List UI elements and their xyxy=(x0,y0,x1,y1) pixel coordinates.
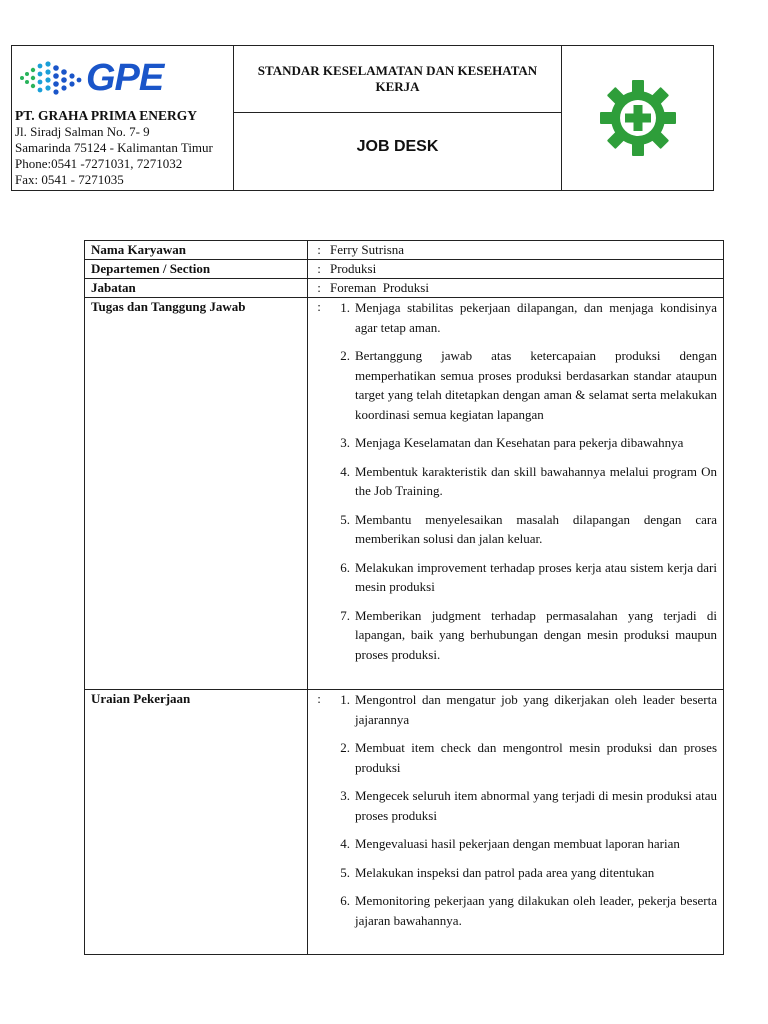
uraian-item-text: Memonitoring pekerjaan yang dilakukan oleh leader, pekerja beserta jajaran bawahannya. xyxy=(355,893,717,928)
k3-emblem xyxy=(562,46,713,190)
uraian-label: Uraian Pekerjaan xyxy=(85,690,308,955)
departemen-cell xyxy=(308,260,724,279)
tugas-label xyxy=(85,298,308,690)
company-address-line2: Samarinda 75124 - Kalimantan Timur xyxy=(15,140,213,155)
logo-text: GPE xyxy=(86,57,164,99)
row-jabatan xyxy=(85,279,724,298)
tugas-item xyxy=(330,462,717,501)
uraian-item xyxy=(330,690,717,729)
job-desk-table xyxy=(84,240,724,955)
company-logo xyxy=(18,56,188,100)
tugas-item-text: Memberikan judgment terhadap permasalahan yang terjadi di lapangan, baik yang berhubungan dengan mesin produksi maupun proses produksi. xyxy=(355,607,717,662)
company-phone: Phone:0541 -7271031, 7271032 xyxy=(15,156,183,171)
jabatan-label: Jabatan xyxy=(85,279,308,298)
uraian-item xyxy=(330,863,717,883)
tugas-item-number: 1. xyxy=(340,300,350,315)
tugas-item-number: 3. xyxy=(340,435,350,450)
tugas-item-number: 5. xyxy=(340,511,350,527)
tugas-item-text: Menjaga stabilitas pekerjaan dilapangan, dan menjaga kondisinya agar tetap aman. xyxy=(355,300,717,335)
company-address-line1: Jl. Siradj Salman No. 7- 9 xyxy=(15,124,150,139)
uraian-item-text: Melakukan inspeksi dan patrol pada area yang ditentukan xyxy=(355,864,655,880)
k3-safety-gear-cross-icon xyxy=(598,78,678,158)
uraian-item-number: 6. xyxy=(340,893,350,908)
uraian-cell xyxy=(308,690,724,955)
uraian-item-number: 2. xyxy=(340,740,350,755)
tugas-item-number: 6. xyxy=(340,559,350,575)
uraian-item-text: Membuat item check dan mengontrol mesin produksi dan proses produksi xyxy=(355,740,717,775)
company-block xyxy=(12,46,234,190)
jabatan-cell xyxy=(308,279,724,298)
separator: : xyxy=(317,280,321,295)
tugas-item-number: 2. xyxy=(340,348,350,363)
document-header xyxy=(11,45,714,191)
tugas-item-text: Bertanggung jawab atas ketercapaian produksi dengan memperhatikan semua proses produksi berdasarkan standar ataupun target yang telah ditetapkan dengan aman & selamat serta melakukan koordinasi semua kegiatan lapangan xyxy=(355,348,717,422)
tugas-item xyxy=(330,558,717,597)
uraian-item xyxy=(330,834,717,854)
uraian-item xyxy=(330,738,717,777)
tugas-item-number: 7. xyxy=(340,607,350,623)
uraian-item-text: Mengontrol dan mengatur job yang dikerjakan oleh leader beserta jajarannya xyxy=(355,692,717,727)
row-nama xyxy=(85,241,724,260)
nama-cell xyxy=(308,241,724,260)
tugas-item xyxy=(330,346,717,424)
separator: : xyxy=(317,691,321,706)
nama-label: Nama Karyawan xyxy=(85,241,308,260)
tugas-list xyxy=(330,298,717,673)
uraian-item-number: 5. xyxy=(340,864,350,880)
uraian-item xyxy=(330,891,717,930)
tugas-cell xyxy=(308,298,724,690)
jabatan-value: Foreman Produksi xyxy=(330,280,429,295)
logo-dots-icon xyxy=(18,58,84,98)
tugas-item xyxy=(330,510,717,549)
uraian-item-number: 1. xyxy=(340,692,350,707)
company-fax: Fax: 0541 - 7271035 xyxy=(15,172,124,187)
header-title-block xyxy=(234,46,562,190)
departemen-value: Produksi xyxy=(330,261,377,276)
document-title: STANDAR KESELAMATAN DAN KESEHATAN KERJA xyxy=(234,46,561,113)
separator: : xyxy=(317,261,321,276)
company-name: PT. GRAHA PRIMA ENERGY xyxy=(15,108,198,123)
row-tugas xyxy=(85,298,724,690)
tugas-item-text: Melakukan improvement terhadap proses kerja atau sistem kerja dari mesin produksi xyxy=(355,559,717,594)
row-uraian xyxy=(85,690,724,955)
tugas-item-text: Membentuk karakteristik dan skill bawahannya melalui program On the Job Training. xyxy=(355,463,717,498)
tugas-item-text: Menjaga Keselamatan dan Kesehatan para pekerja dibawahnya xyxy=(355,435,684,450)
company-info xyxy=(15,108,233,188)
uraian-item-number: 4. xyxy=(340,836,350,851)
uraian-item-number: 3. xyxy=(340,788,350,803)
tugas-label-text: Tugas dan Tanggung Jawab xyxy=(91,299,246,314)
separator: : xyxy=(317,299,321,314)
tugas-item-number: 4. xyxy=(340,463,350,479)
departemen-label: Departemen / Section xyxy=(85,260,308,279)
tugas-item-text: Membantu menyelesaikan masalah dilapangan dengan cara memberikan solusi dan jalan keluar. xyxy=(355,511,717,546)
uraian-item-text: Mengevaluasi hasil pekerjaan dengan membuat laporan harian xyxy=(355,836,680,851)
uraian-item xyxy=(330,786,717,825)
uraian-item-text: Mengecek seluruh item abnormal yang terjadi di mesin produksi atau proses produksi xyxy=(355,788,717,823)
separator: : xyxy=(317,242,321,257)
document-subtitle: JOB DESK xyxy=(356,137,439,155)
nama-value: Ferry Sutrisna xyxy=(330,242,405,257)
tugas-item xyxy=(330,298,717,337)
tugas-item xyxy=(330,433,717,453)
tugas-item xyxy=(330,606,717,665)
row-departemen xyxy=(85,260,724,279)
uraian-list xyxy=(330,690,717,939)
